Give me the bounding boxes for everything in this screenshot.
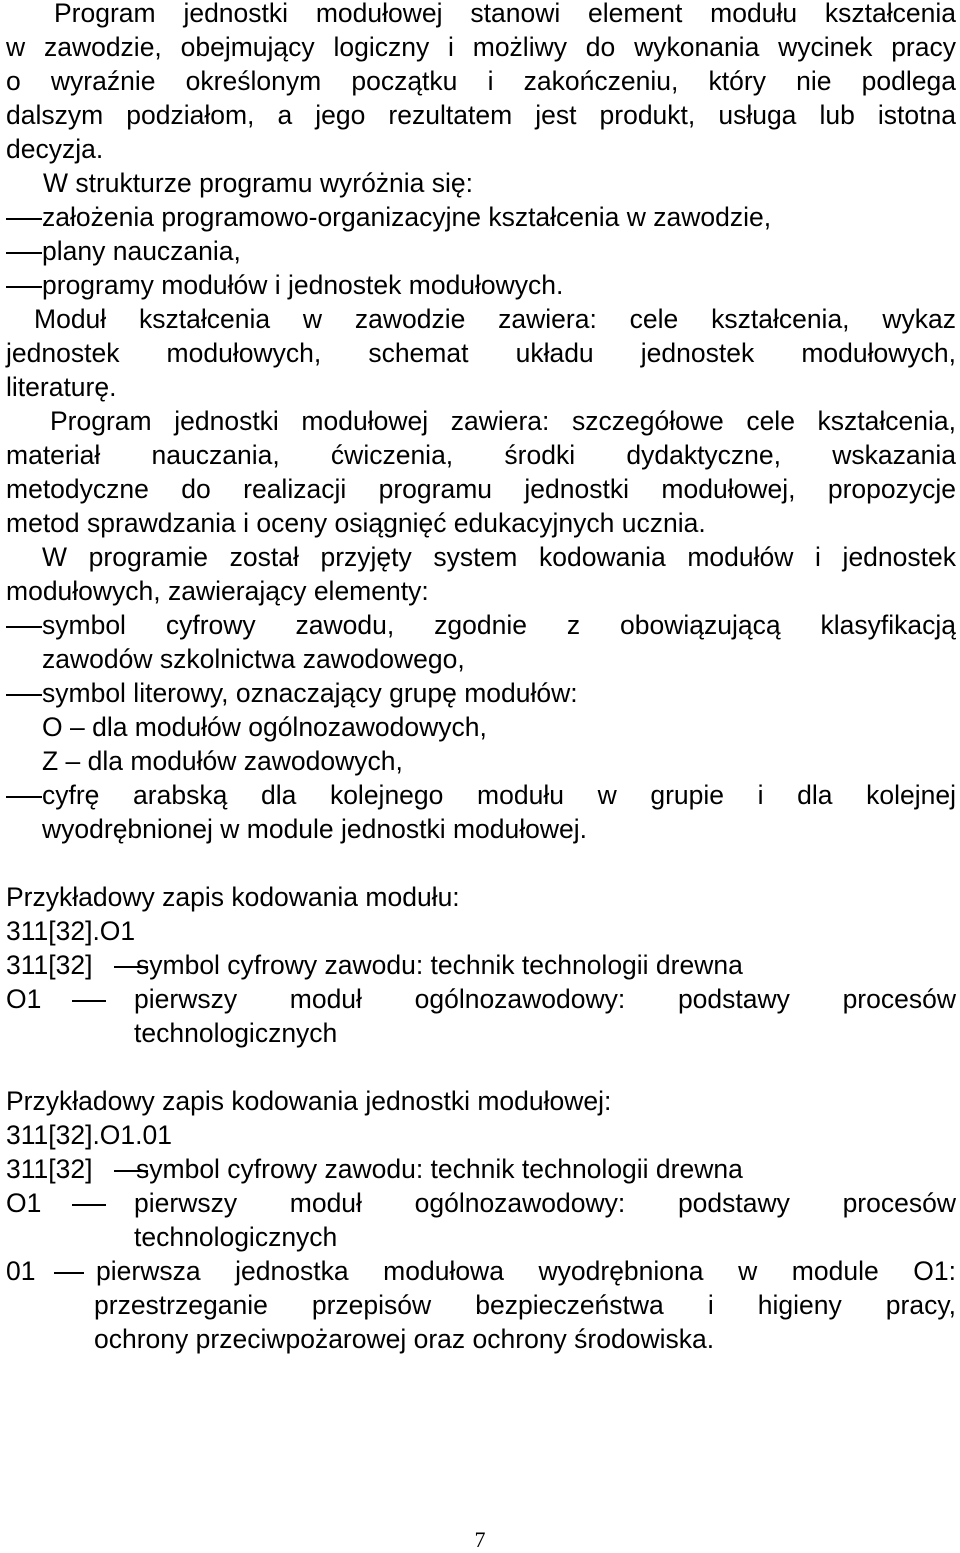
text-line: o wyraźnie określonym początku i zakończeniu, który nie podlega xyxy=(6,66,956,96)
text-line: zawodów szkolnictwa zawodowego, xyxy=(42,644,465,674)
page-number: 7 xyxy=(474,1527,486,1552)
code-key: 311[32] xyxy=(6,1154,93,1184)
text-line: w zawodzie, obejmujący logiczny i możliwy do wykonania wycinek pracy xyxy=(6,32,956,62)
code-key: O1 xyxy=(6,984,42,1014)
code-key: O1 xyxy=(6,1188,42,1218)
text-line: jednostek modułowych, schemat układu jednostek modułowych, xyxy=(6,338,956,368)
text-line: W programie został przyjęty system kodowania modułów i jednostek xyxy=(42,542,956,572)
example-heading: Przykładowy zapis kodowania jednostki modułowej: xyxy=(6,1086,612,1116)
text-line: Z – dla modułów zawodowych, xyxy=(42,746,403,776)
text-line: Moduł kształcenia w zawodzie zawiera: cele kształcenia, wykaz xyxy=(34,304,956,334)
text-line: decyzja. xyxy=(6,134,104,164)
text-line: modułowych, zawierający elementy: xyxy=(6,576,429,606)
text-line: Program jednostki modułowej stanowi element modułu kształcenia xyxy=(54,0,956,28)
code-key: 311[32] xyxy=(6,950,93,980)
text-line: technologicznych xyxy=(134,1018,338,1048)
text-line: O – dla modułów ogólnozawodowych, xyxy=(42,712,487,742)
text-line: ochrony przeciwpożarowej oraz ochrony środowiska. xyxy=(94,1324,715,1354)
text-line: literaturę. xyxy=(6,372,117,402)
example-code: 311[32].O1.01 xyxy=(6,1120,173,1150)
text-line: W strukturze programu wyróżnia się: xyxy=(43,168,474,198)
text-line: materiał nauczania, ćwiczenia, środki dydaktyczne, wskazania xyxy=(6,440,956,470)
text-line: przestrzeganie przepisów bezpieczeństwa i higieny pracy, xyxy=(94,1290,956,1320)
text-line: dalszym podziałom, a jego rezultatem jest produkt, usługa lub istotna xyxy=(6,100,956,130)
text-line: technologicznych xyxy=(134,1222,338,1252)
text-line: Program jednostki modułowej zawiera: szczegółowe cele kształcenia, xyxy=(50,406,956,436)
text-line: metodyczne do realizacji programu jednostki modułowej, propozycje xyxy=(6,474,956,504)
text-line: wyodrębnionej w module jednostki modułowej. xyxy=(42,814,588,844)
code-key: 01 xyxy=(6,1256,36,1286)
example-heading: Przykładowy zapis kodowania modułu: xyxy=(6,882,460,912)
text-line: metod sprawdzania i oceny osiągnięć edukacyjnych ucznia. xyxy=(6,508,706,538)
example-code: 311[32].O1 xyxy=(6,916,136,946)
